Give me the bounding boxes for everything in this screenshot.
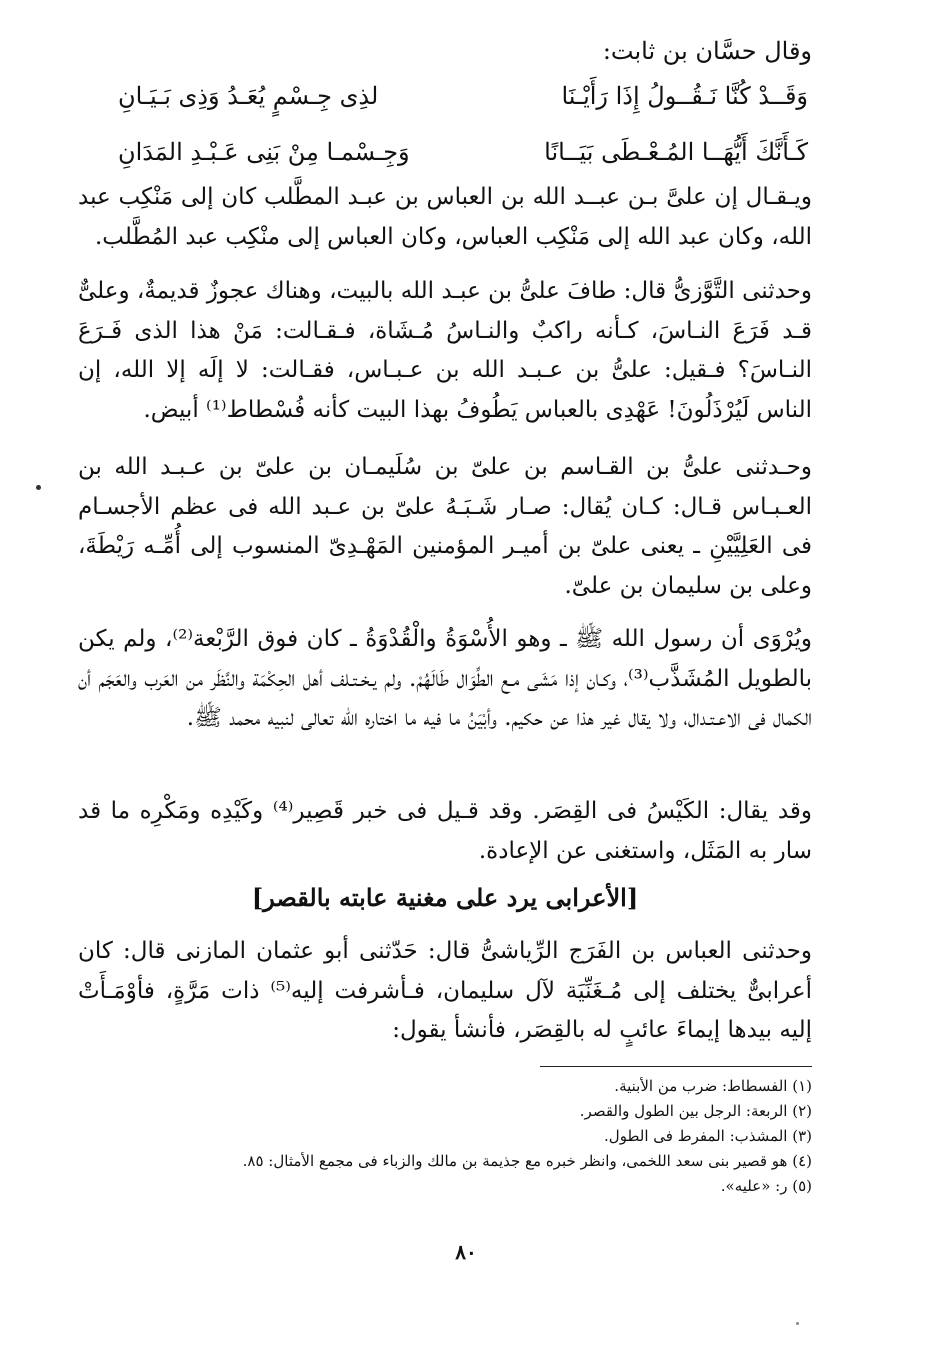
verse-first-hemistich: كَـأَنَّكَ أَيُّهَــا المُـعْـطَى بَيَــانًا [544,138,808,166]
footnote: (٣) المشذب: المفرط فى الطول. [604,1127,812,1145]
body-paragraph: ويـقـال إن علىَّ بـن عبــد الله بن العباس بن عبـد المطَّلب كان إلى مَنْكِب عبد الله، وكان عبد الله إلى مَنْكِب العباس، وكان العباس إلى منْكِب عبد المُطَّلب. [78,184,812,250]
footnote: (٥) ر: «عليه». [720,1177,812,1195]
verse-second-hemistich: لذِى جِـسْمٍ يُعَـدُ وَذِى بَـيَـانِ [118,82,379,110]
footnote-divider [540,1066,812,1067]
body-paragraph: وحـدثنى علىُّ بن القـاسم بن علىّ بن سُلَيمـان بن علىّ بن عـبـد الله بن العـبـاس قـال: كـان يُقال: صـار شَـبَـهُ علىّ بن عـبد الله فى عظم الأجسـام فى العَلِيَّيْنِ ـ يعنى علىّ بن أميـر المؤمنين المَهْـدِىّ المنسوب إلى أُمِّـه رَيْطَةَ، وعلى بن سليمان بن علىّ. [78,454,812,599]
footnotes [78,1074,812,1199]
body-paragraph: وحدثنى التَّوَّزىُّ قال: طافَ علىُّ بن عبـد الله بالبيت، وهناك عجوزٌ قديمةٌ، وعلىٌّ قـد فَرَعَ النـاسَ، كـأنه راكبٌ والنـاسُ مُـشَاة، فـقـالت: مَنْ هذا الذى فَـرَعَ النـاسَ؟ فـقيل: علىُّ بن عـبـد الله بن عـبـاس، فقـالت: لا إلَه إلا الله، إن الناس لَيُرْذَلُونَ! عَهْدِى بالعباس يَطُوفُ بهذا البيت كأنه فُسْطاط⁽¹⁾ أبيض. [78,278,812,423]
verse-second-hemistich: وَجِـسْمـا مِنْ بَنِى عَـبْـدِ المَدَانِ [118,138,410,166]
body-paragraph: ويُرْوَى أن رسول الله ﷺ ـ وهو الأُسْوَةُ والْقُدْوَةُ ـ كان فوق الرَّبْعة⁽²⁾، ولم يكن بالطويل المُشَذَّب⁽³⁾، وكـان إذا مَشَى مـع الطِّوَال طَالَهُمْ. ولم يـخـتـلف أهل الحِكْمَة والنَّظَر من العَرب والعَجَم أن الكمال فى الاعـتـدال، ولا يقال غير هذا عن حكيم. وأبْيَنُ ما فيه ما اختاره الله تعالى لنبيه محمد ﷺ. [78,626,813,731]
verse-first-hemistich: وَقَــدْ كُنَّا نَـقُــولُ إِذَا رَأَيْـنَا [561,82,808,110]
margin-dot [36,485,41,490]
page-number: ٨٠ [455,1240,477,1264]
poem-intro: وقال حسَّان بن ثابت: [602,37,812,65]
scan-speck [796,1322,799,1325]
footnote: (١) الفسطاط: ضرب من الأبنية. [614,1077,812,1095]
body-paragraph: وقد يقال: الكَيْسُ فى القِصَر. وقد قـيل فى خبر قَصِير⁽⁴⁾ وكَيْدِه ومَكْرِه ما قد سار به المَثَل، واستغنى عن الإعادة. [78,798,813,864]
section-heading: [الأعرابى يرد على مغنية عابته بالقصر] [251,883,639,912]
body-paragraph: وحدثنى العباس بن الفَرَج الرِّياشىُّ قال: حَدّثنى أبو عثمان المازنى قال: كان أعرابىٌّ يختلف إلى مُـغَنِّيَة لآل سليمان، فـأشرفت إليه⁽⁵⁾ ذات مَرَّةٍ، فأوْمَـأَتْ إليه بيدها إيماءَ عائبٍ له بالقِصَر، فأنشأ يقول: [78,938,812,1043]
footnote: (٢) الربعة: الرجل بين الطول والقصر. [579,1102,812,1120]
footnote: (٤) هو قصير بنى سعد اللخمى، وانظر خبره مع جذيمة بن مالك والزباء فى مجمع الأمثال: ٨٥. [242,1152,812,1170]
poem-verse [118,76,808,116]
poem-verse [118,132,808,172]
